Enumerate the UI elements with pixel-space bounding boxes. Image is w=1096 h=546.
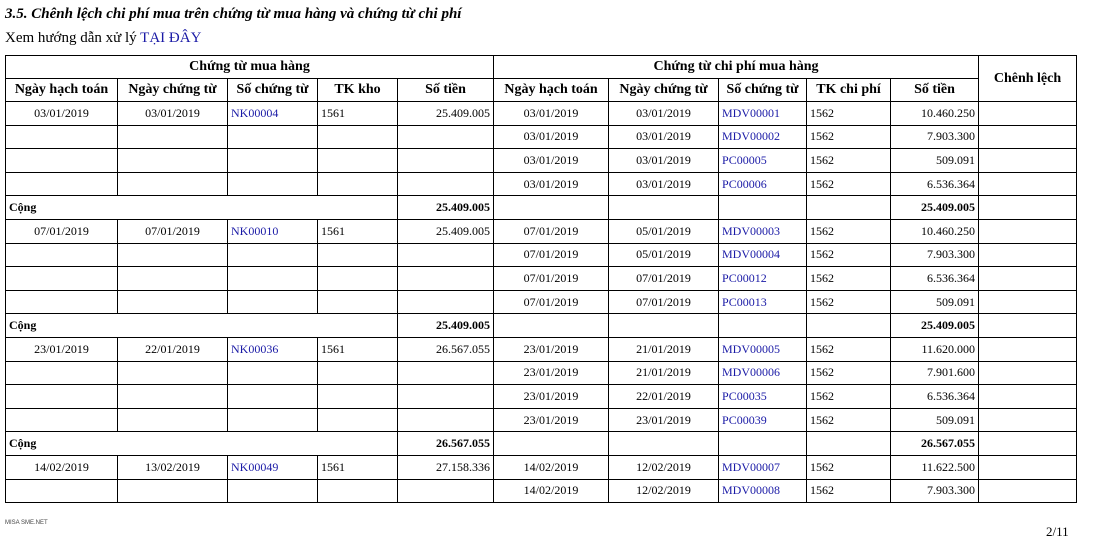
cost-account: 1562 bbox=[807, 290, 891, 314]
total-purchase-amount: 25.409.005 bbox=[398, 314, 494, 338]
difference-cell bbox=[979, 455, 1077, 479]
cost-post-date: 07/01/2019 bbox=[494, 290, 609, 314]
purchase-doc-no bbox=[228, 149, 318, 173]
purchase-doc-no bbox=[228, 408, 318, 432]
cost-doc-date: 12/02/2019 bbox=[609, 455, 719, 479]
difference-cell bbox=[979, 149, 1077, 173]
col-doc-date: Ngày chứng từ bbox=[118, 79, 228, 102]
cost-post-date: 23/01/2019 bbox=[494, 385, 609, 409]
purchase-account bbox=[318, 361, 398, 385]
purchase-post-date: 23/01/2019 bbox=[6, 337, 118, 361]
table-body bbox=[6, 102, 1077, 503]
cost-doc-date: 23/01/2019 bbox=[609, 408, 719, 432]
cost-doc-no[interactable]: MDV00005 bbox=[719, 337, 807, 361]
cost-doc-no[interactable]: MDV00006 bbox=[719, 361, 807, 385]
table-row bbox=[6, 219, 1077, 243]
total-cost-account bbox=[807, 432, 891, 456]
purchase-account bbox=[318, 243, 398, 267]
total-cost-post-date bbox=[494, 314, 609, 338]
purchase-account: 1561 bbox=[318, 337, 398, 361]
purchase-doc-no bbox=[228, 267, 318, 291]
cost-amount: 10.460.250 bbox=[891, 219, 979, 243]
cost-amount: 7.903.300 bbox=[891, 125, 979, 149]
purchase-doc-no bbox=[228, 243, 318, 267]
difference-cell bbox=[979, 337, 1077, 361]
cost-post-date: 14/02/2019 bbox=[494, 455, 609, 479]
cost-post-date: 07/01/2019 bbox=[494, 219, 609, 243]
cost-amount: 11.622.500 bbox=[891, 455, 979, 479]
purchase-doc-date bbox=[118, 479, 228, 503]
total-cost-amount: 25.409.005 bbox=[891, 314, 979, 338]
difference-cell bbox=[979, 479, 1077, 503]
purchase-doc-no bbox=[228, 125, 318, 149]
cost-amount: 7.901.600 bbox=[891, 361, 979, 385]
page-number: 2/11 bbox=[1046, 524, 1069, 539]
purchase-doc-no bbox=[228, 361, 318, 385]
cost-amount: 11.620.000 bbox=[891, 337, 979, 361]
cost-account: 1562 bbox=[807, 172, 891, 196]
purchase-account bbox=[318, 408, 398, 432]
cost-amount: 7.903.300 bbox=[891, 243, 979, 267]
table-row bbox=[6, 361, 1077, 385]
purchase-account bbox=[318, 267, 398, 291]
purchase-post-date bbox=[6, 149, 118, 173]
cost-doc-date: 03/01/2019 bbox=[609, 172, 719, 196]
total-cost-post-date bbox=[494, 196, 609, 220]
section-title: 3.5. Chênh lệch chi phí mua trên chứng từ mua hàng và chứng từ chi phí bbox=[5, 6, 462, 22]
cost-doc-date: 21/01/2019 bbox=[609, 337, 719, 361]
total-difference bbox=[979, 314, 1077, 338]
purchase-account bbox=[318, 290, 398, 314]
difference-cell bbox=[979, 408, 1077, 432]
purchase-amount: 26.567.055 bbox=[398, 337, 494, 361]
purchase-doc-date bbox=[118, 290, 228, 314]
purchase-doc-date: 22/01/2019 bbox=[118, 337, 228, 361]
purchase-doc-no[interactable]: NK00004 bbox=[228, 102, 318, 126]
purchase-account bbox=[318, 149, 398, 173]
table-row bbox=[6, 102, 1077, 126]
difference-cell bbox=[979, 361, 1077, 385]
total-label: Cộng bbox=[6, 314, 398, 338]
header-difference: Chênh lệch bbox=[979, 56, 1077, 102]
cost-doc-no[interactable]: MDV00001 bbox=[719, 102, 807, 126]
guide-line bbox=[5, 30, 201, 47]
table-row bbox=[6, 172, 1077, 196]
purchase-post-date bbox=[6, 361, 118, 385]
cost-amount: 509.091 bbox=[891, 149, 979, 173]
purchase-doc-no bbox=[228, 479, 318, 503]
purchase-doc-date: 03/01/2019 bbox=[118, 102, 228, 126]
total-cost-doc-date bbox=[609, 432, 719, 456]
difference-cell bbox=[979, 125, 1077, 149]
cost-doc-date: 22/01/2019 bbox=[609, 385, 719, 409]
purchase-post-date bbox=[6, 479, 118, 503]
purchase-post-date bbox=[6, 385, 118, 409]
cost-doc-date: 03/01/2019 bbox=[609, 149, 719, 173]
purchase-doc-date: 13/02/2019 bbox=[118, 455, 228, 479]
purchase-post-date bbox=[6, 290, 118, 314]
purchase-amount bbox=[398, 479, 494, 503]
cost-post-date: 23/01/2019 bbox=[494, 408, 609, 432]
total-cost-doc-no bbox=[719, 196, 807, 220]
cost-account: 1562 bbox=[807, 125, 891, 149]
col-cost-amount: Số tiền bbox=[891, 79, 979, 102]
cost-doc-date: 05/01/2019 bbox=[609, 219, 719, 243]
purchase-account: 1561 bbox=[318, 455, 398, 479]
purchase-amount bbox=[398, 267, 494, 291]
guide-prefix: Xem hướng dẫn xử lý bbox=[5, 30, 137, 46]
total-difference bbox=[979, 432, 1077, 456]
cost-amount: 6.536.364 bbox=[891, 385, 979, 409]
col-cost-doc-no: Số chứng từ bbox=[719, 79, 807, 102]
header-purchase-docs: Chứng từ mua hàng bbox=[6, 56, 494, 79]
purchase-post-date: 03/01/2019 bbox=[6, 102, 118, 126]
table-row bbox=[6, 385, 1077, 409]
cost-post-date: 03/01/2019 bbox=[494, 102, 609, 126]
total-purchase-amount: 26.567.055 bbox=[398, 432, 494, 456]
cost-post-date: 03/01/2019 bbox=[494, 149, 609, 173]
purchase-amount bbox=[398, 385, 494, 409]
cost-doc-no[interactable]: MDV00003 bbox=[719, 219, 807, 243]
col-cost-post-date: Ngày hạch toán bbox=[494, 79, 609, 102]
purchase-post-date: 14/02/2019 bbox=[6, 455, 118, 479]
cost-doc-no[interactable]: MDV00007 bbox=[719, 455, 807, 479]
total-cost-doc-date bbox=[609, 314, 719, 338]
purchase-doc-date bbox=[118, 267, 228, 291]
purchase-amount: 25.409.005 bbox=[398, 102, 494, 126]
purchase-amount bbox=[398, 149, 494, 173]
purchase-amount bbox=[398, 125, 494, 149]
purchase-doc-no bbox=[228, 172, 318, 196]
difference-cell bbox=[979, 267, 1077, 291]
purchase-amount bbox=[398, 290, 494, 314]
difference-cell bbox=[979, 385, 1077, 409]
purchase-doc-no[interactable]: NK00010 bbox=[228, 219, 318, 243]
cost-account: 1562 bbox=[807, 267, 891, 291]
table-row bbox=[6, 337, 1077, 361]
table-row bbox=[6, 408, 1077, 432]
cost-doc-date: 21/01/2019 bbox=[609, 361, 719, 385]
cost-account: 1562 bbox=[807, 243, 891, 267]
col-amount: Số tiền bbox=[398, 79, 494, 102]
purchase-post-date bbox=[6, 408, 118, 432]
cost-doc-no[interactable]: PC00035 bbox=[719, 385, 807, 409]
cost-doc-no[interactable]: MDV00008 bbox=[719, 479, 807, 503]
purchase-post-date bbox=[6, 172, 118, 196]
purchase-doc-date: 07/01/2019 bbox=[118, 219, 228, 243]
cost-post-date: 14/02/2019 bbox=[494, 479, 609, 503]
purchase-account bbox=[318, 479, 398, 503]
cost-doc-date: 07/01/2019 bbox=[609, 267, 719, 291]
cost-doc-date: 03/01/2019 bbox=[609, 125, 719, 149]
cost-amount: 10.460.250 bbox=[891, 102, 979, 126]
purchase-account bbox=[318, 385, 398, 409]
total-label: Cộng bbox=[6, 432, 398, 456]
purchase-amount: 27.158.336 bbox=[398, 455, 494, 479]
cost-doc-date: 03/01/2019 bbox=[609, 102, 719, 126]
total-cost-doc-no bbox=[719, 432, 807, 456]
cost-account: 1562 bbox=[807, 455, 891, 479]
cost-account: 1562 bbox=[807, 385, 891, 409]
table-row bbox=[6, 267, 1077, 291]
cost-doc-no[interactable]: PC00005 bbox=[719, 149, 807, 173]
total-cost-amount: 25.409.005 bbox=[891, 196, 979, 220]
total-row bbox=[6, 196, 1077, 220]
purchase-post-date: 07/01/2019 bbox=[6, 219, 118, 243]
comparison-table bbox=[5, 55, 1077, 503]
cost-account: 1562 bbox=[807, 479, 891, 503]
purchase-doc-no[interactable]: NK00036 bbox=[228, 337, 318, 361]
cost-post-date: 23/01/2019 bbox=[494, 337, 609, 361]
purchase-amount: 25.409.005 bbox=[398, 219, 494, 243]
cost-doc-no[interactable]: PC00012 bbox=[719, 267, 807, 291]
difference-cell bbox=[979, 102, 1077, 126]
purchase-account bbox=[318, 125, 398, 149]
footer-source: MISA SME.NET bbox=[5, 520, 48, 526]
total-cost-doc-no bbox=[719, 314, 807, 338]
total-cost-amount: 26.567.055 bbox=[891, 432, 979, 456]
table-row bbox=[6, 149, 1077, 173]
cost-amount: 6.536.364 bbox=[891, 267, 979, 291]
cost-amount: 509.091 bbox=[891, 408, 979, 432]
total-cost-account bbox=[807, 314, 891, 338]
cost-account: 1562 bbox=[807, 361, 891, 385]
total-label: Cộng bbox=[6, 196, 398, 220]
total-row bbox=[6, 432, 1077, 456]
purchase-account: 1561 bbox=[318, 102, 398, 126]
purchase-doc-date bbox=[118, 243, 228, 267]
purchase-doc-date bbox=[118, 172, 228, 196]
total-difference bbox=[979, 196, 1077, 220]
cost-account: 1562 bbox=[807, 149, 891, 173]
col-cost-doc-date: Ngày chứng từ bbox=[609, 79, 719, 102]
col-doc-no: Số chứng từ bbox=[228, 79, 318, 102]
purchase-doc-date bbox=[118, 361, 228, 385]
difference-cell bbox=[979, 243, 1077, 267]
purchase-doc-no bbox=[228, 290, 318, 314]
col-post-date: Ngày hạch toán bbox=[6, 79, 118, 102]
purchase-post-date bbox=[6, 243, 118, 267]
purchase-doc-date bbox=[118, 149, 228, 173]
col-cost-account: TK chi phí bbox=[807, 79, 891, 102]
cost-doc-date: 07/01/2019 bbox=[609, 290, 719, 314]
cost-post-date: 03/01/2019 bbox=[494, 125, 609, 149]
cost-doc-no[interactable]: MDV00004 bbox=[719, 243, 807, 267]
cost-amount: 7.903.300 bbox=[891, 479, 979, 503]
cost-amount: 509.091 bbox=[891, 290, 979, 314]
table-row bbox=[6, 479, 1077, 503]
cost-post-date: 07/01/2019 bbox=[494, 243, 609, 267]
purchase-amount bbox=[398, 172, 494, 196]
table-row bbox=[6, 290, 1077, 314]
purchase-doc-no[interactable]: NK00049 bbox=[228, 455, 318, 479]
header-cost-docs: Chứng từ chi phí mua hàng bbox=[494, 56, 979, 79]
difference-cell bbox=[979, 219, 1077, 243]
cost-account: 1562 bbox=[807, 102, 891, 126]
cost-doc-date: 12/02/2019 bbox=[609, 479, 719, 503]
cost-doc-no[interactable]: PC00006 bbox=[719, 172, 807, 196]
col-stock-account: TK kho bbox=[318, 79, 398, 102]
purchase-post-date bbox=[6, 125, 118, 149]
purchase-amount bbox=[398, 408, 494, 432]
cost-post-date: 03/01/2019 bbox=[494, 172, 609, 196]
cost-account: 1562 bbox=[807, 408, 891, 432]
cost-doc-no[interactable]: MDV00002 bbox=[719, 125, 807, 149]
cost-doc-no[interactable]: PC00013 bbox=[719, 290, 807, 314]
purchase-post-date bbox=[6, 267, 118, 291]
total-cost-account bbox=[807, 196, 891, 220]
purchase-account bbox=[318, 172, 398, 196]
purchase-doc-no bbox=[228, 385, 318, 409]
total-cost-post-date bbox=[494, 432, 609, 456]
purchase-account: 1561 bbox=[318, 219, 398, 243]
difference-cell bbox=[979, 290, 1077, 314]
purchase-doc-date bbox=[118, 385, 228, 409]
total-cost-doc-date bbox=[609, 196, 719, 220]
guide-link[interactable]: TẠI ĐÂY bbox=[140, 30, 202, 46]
cost-doc-date: 05/01/2019 bbox=[609, 243, 719, 267]
purchase-doc-date bbox=[118, 408, 228, 432]
purchase-doc-date bbox=[118, 125, 228, 149]
total-purchase-amount: 25.409.005 bbox=[398, 196, 494, 220]
table-row bbox=[6, 125, 1077, 149]
cost-account: 1562 bbox=[807, 219, 891, 243]
difference-cell bbox=[979, 172, 1077, 196]
purchase-amount bbox=[398, 243, 494, 267]
cost-amount: 6.536.364 bbox=[891, 172, 979, 196]
cost-post-date: 07/01/2019 bbox=[494, 267, 609, 291]
purchase-amount bbox=[398, 361, 494, 385]
cost-post-date: 23/01/2019 bbox=[494, 361, 609, 385]
cost-doc-no[interactable]: PC00039 bbox=[719, 408, 807, 432]
table-row bbox=[6, 243, 1077, 267]
total-row bbox=[6, 314, 1077, 338]
table-row bbox=[6, 455, 1077, 479]
cost-account: 1562 bbox=[807, 337, 891, 361]
